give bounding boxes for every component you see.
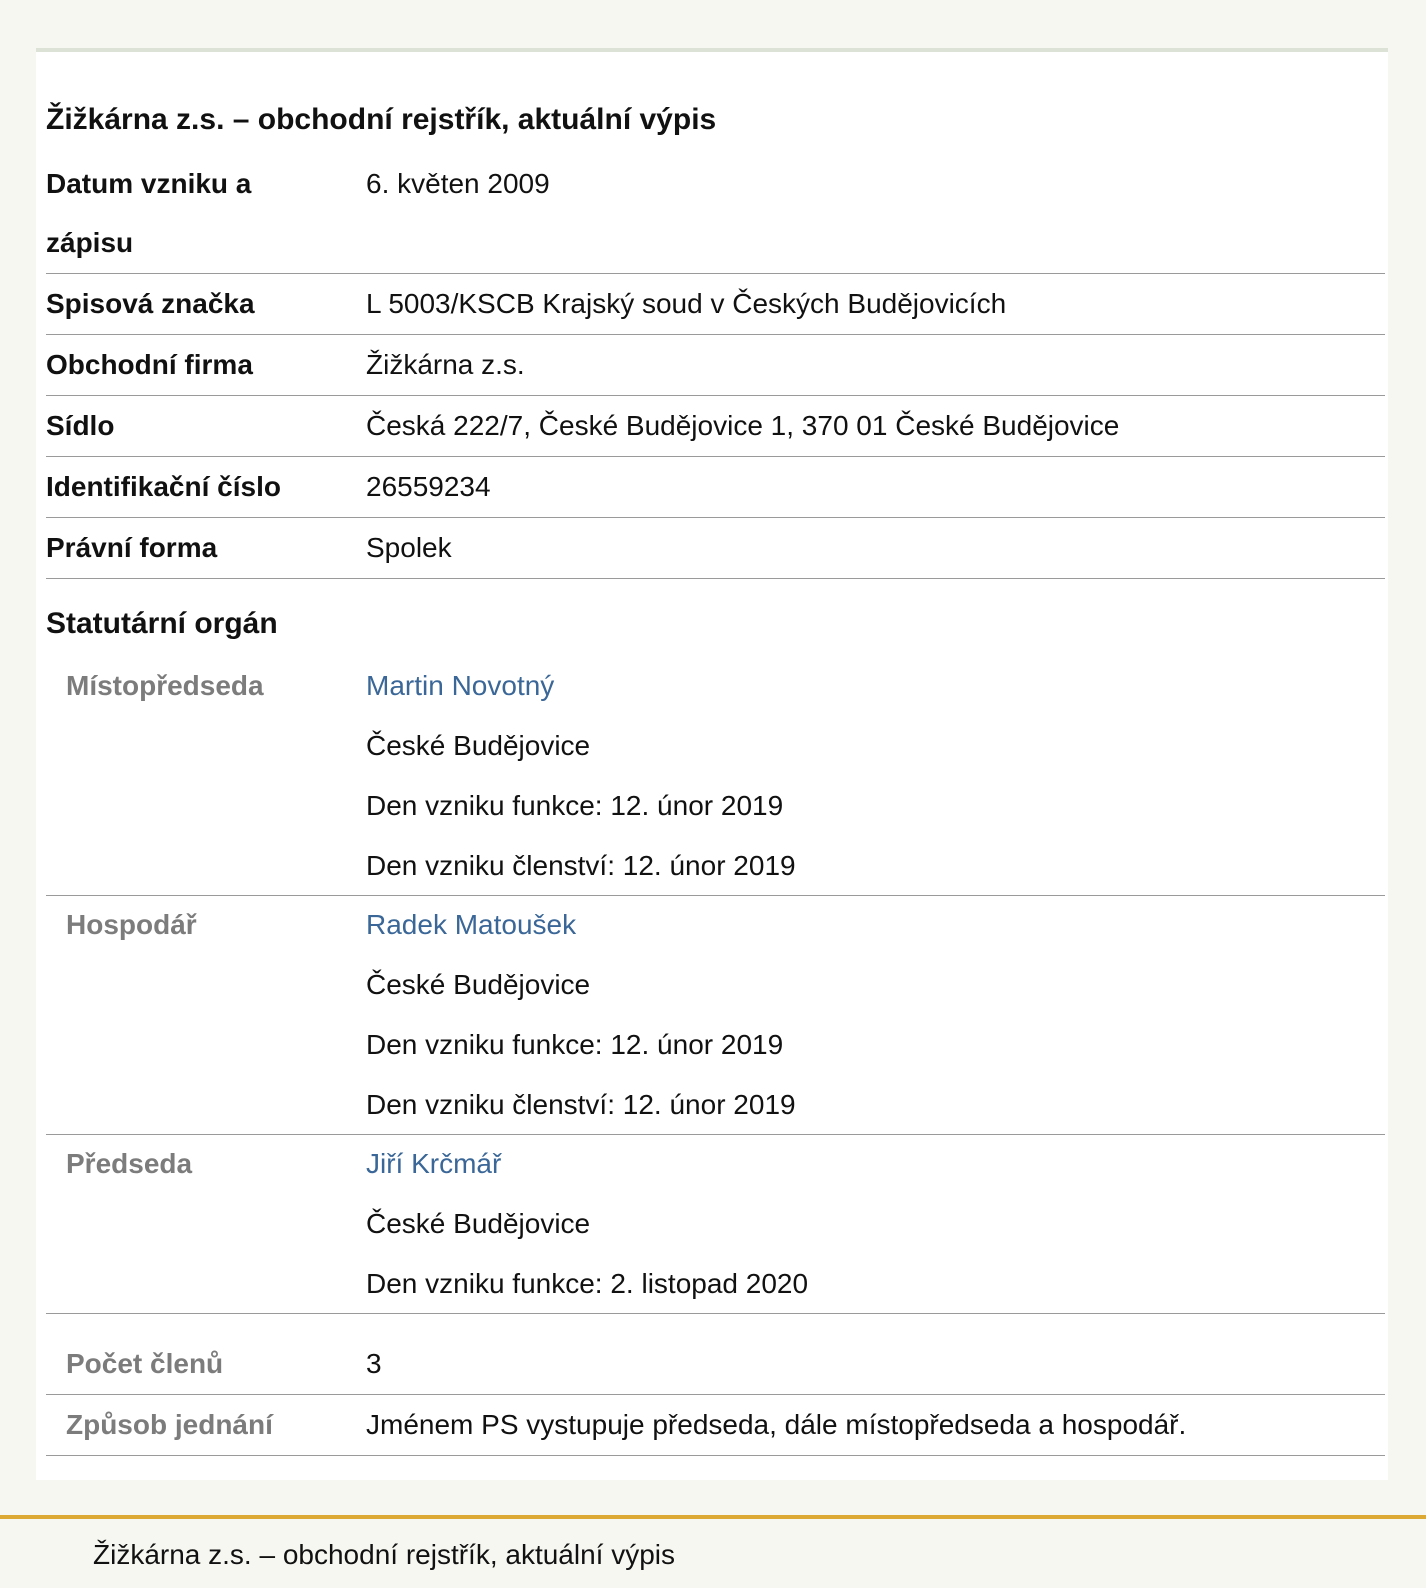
row-label: Způsob jednání bbox=[66, 1409, 273, 1440]
member-membership-start: Den vzniku členství: 12. únor 2019 bbox=[366, 1089, 796, 1120]
row-label: Počet členů bbox=[66, 1348, 224, 1379]
row-business-name bbox=[46, 335, 1385, 396]
footer-bar bbox=[0, 1515, 1426, 1588]
member-city: České Budějovice bbox=[366, 969, 591, 1000]
row-registered-office bbox=[46, 396, 1385, 457]
member-row-treasurer bbox=[46, 895, 1385, 1135]
member-name-link[interactable]: Radek Matoušek bbox=[366, 909, 577, 940]
member-name-link[interactable]: Martin Novotný bbox=[366, 670, 555, 701]
member-details bbox=[366, 656, 1385, 896]
row-identification-number bbox=[46, 457, 1385, 518]
row-value: L 5003/KSCB Krajský soud v Českých Budějovicích bbox=[366, 288, 1007, 319]
row-label: Obchodní firma bbox=[46, 349, 253, 380]
member-name-link[interactable]: Jiří Krčmář bbox=[366, 1148, 502, 1179]
row-label: Spisová značka bbox=[46, 288, 255, 319]
member-details bbox=[366, 895, 1385, 1135]
statutory-body-heading: Statutární orgán bbox=[46, 607, 278, 640]
member-role: Hospodář bbox=[66, 909, 197, 940]
row-value: Spolek bbox=[366, 532, 452, 563]
row-label: Identifikační číslo bbox=[46, 471, 281, 502]
member-role: Předseda bbox=[66, 1148, 193, 1179]
row-date-of-establishment bbox=[46, 154, 1385, 274]
row-value: Jménem PS vystupuje předseda, dále místopředseda a hospodář. bbox=[366, 1409, 1187, 1440]
member-function-start: Den vzniku funkce: 12. únor 2019 bbox=[366, 790, 784, 821]
row-file-number bbox=[46, 274, 1385, 335]
row-value: 3 bbox=[366, 1348, 382, 1379]
row-value: Česká 222/7, České Budějovice 1, 370 01 České Budějovice bbox=[366, 410, 1120, 441]
member-role: Místopředseda bbox=[66, 670, 264, 701]
member-details bbox=[366, 1134, 1385, 1314]
member-membership-start: Den vzniku členství: 12. únor 2019 bbox=[366, 850, 796, 881]
row-label: Datum vzniku a zápisu bbox=[46, 168, 252, 258]
row-label: Sídlo bbox=[46, 410, 115, 441]
member-row-chairman bbox=[46, 1134, 1385, 1314]
member-city: České Budějovice bbox=[366, 1208, 591, 1239]
member-row-vice-chairman bbox=[46, 656, 1385, 896]
row-value: 26559234 bbox=[366, 471, 491, 502]
page-title: Žižkárna z.s. – obchodní rejstřík, aktuální výpis bbox=[46, 103, 717, 136]
row-value: Žižkárna z.s. bbox=[366, 349, 525, 380]
member-function-start: Den vzniku funkce: 2. listopad 2020 bbox=[366, 1268, 809, 1299]
registry-extract-card bbox=[36, 48, 1388, 1480]
row-representation bbox=[46, 1395, 1385, 1456]
member-city: České Budějovice bbox=[366, 730, 591, 761]
footer-title: Žižkárna z.s. – obchodní rejstřík, aktuální výpis bbox=[93, 1539, 676, 1570]
row-value: 6. květen 2009 bbox=[366, 168, 550, 199]
member-function-start: Den vzniku funkce: 12. únor 2019 bbox=[366, 1029, 784, 1060]
row-legal-form bbox=[46, 518, 1385, 579]
row-label: Právní forma bbox=[46, 532, 218, 563]
row-member-count bbox=[46, 1334, 1385, 1395]
